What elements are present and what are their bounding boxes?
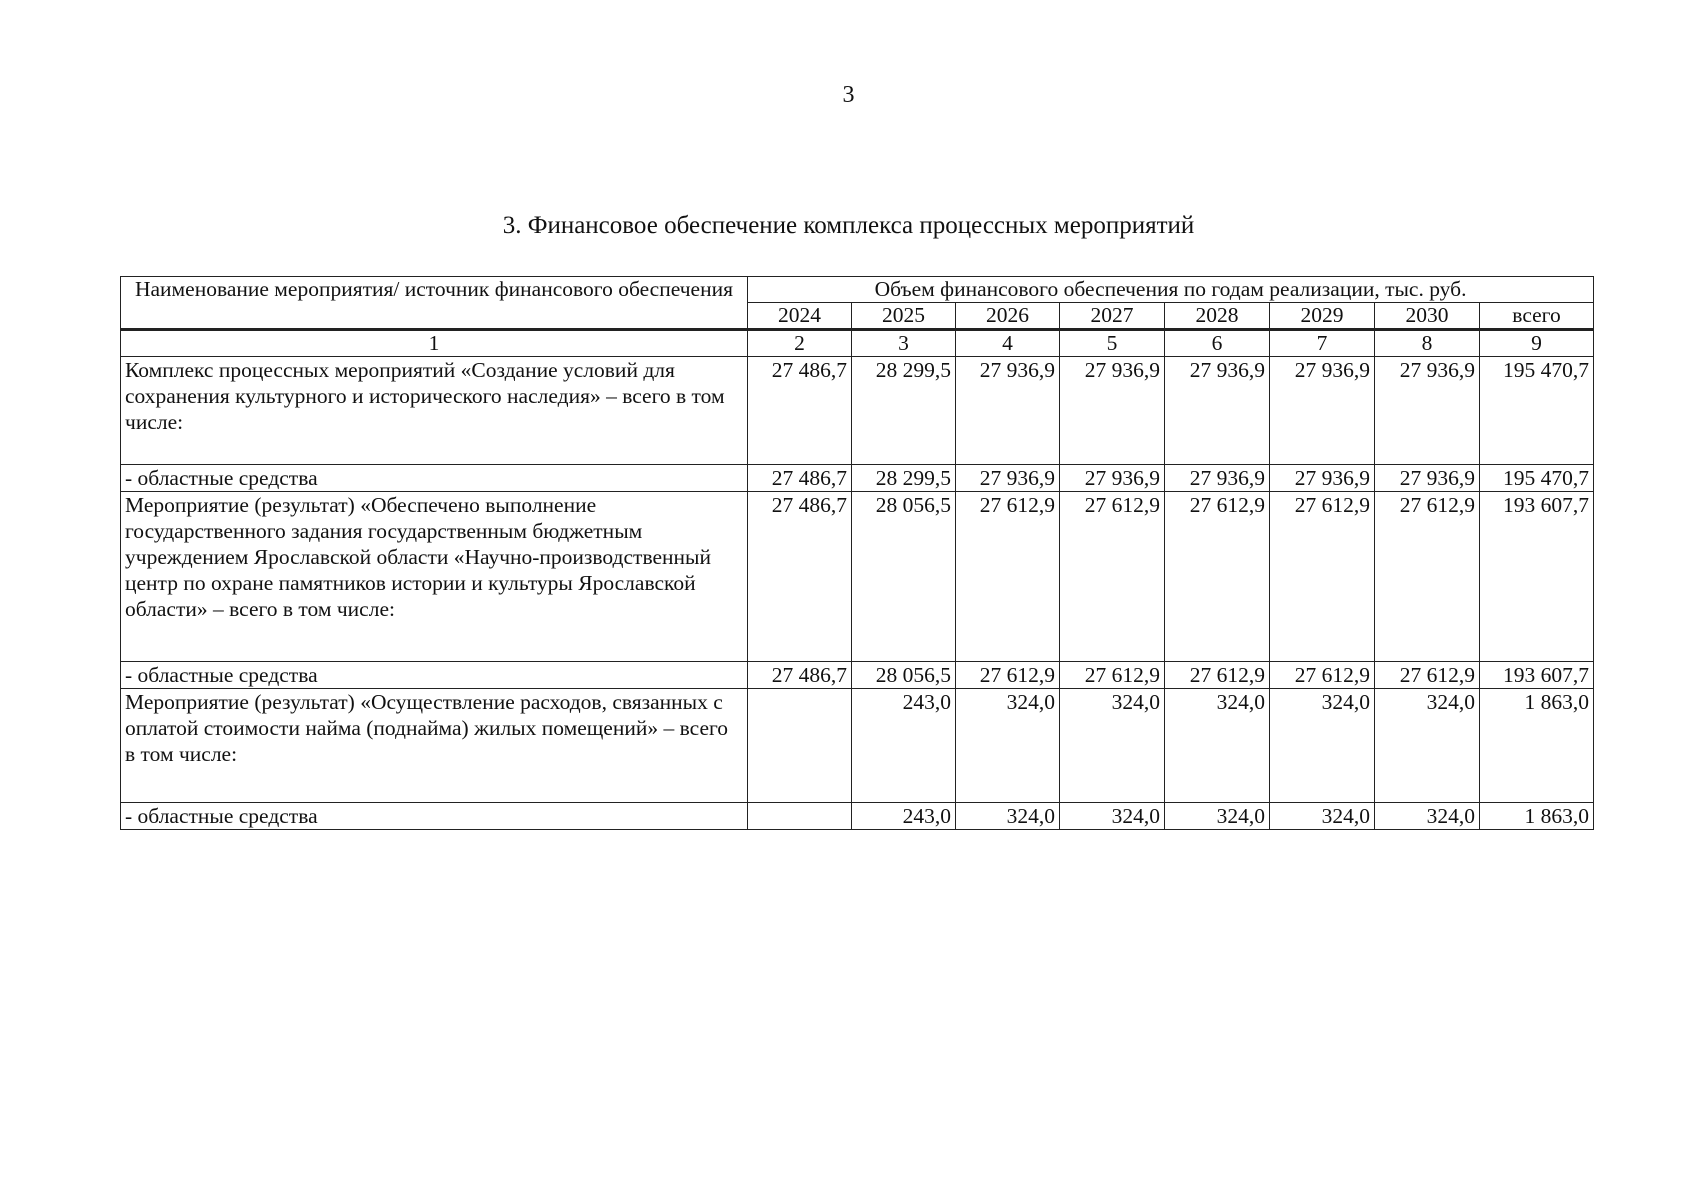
row-value: 27 612,9 xyxy=(1270,662,1375,689)
column-number: 6 xyxy=(1165,330,1270,357)
row-value: 27 612,9 xyxy=(1060,492,1165,662)
row-value: 27 486,7 xyxy=(748,662,852,689)
row-value: 28 299,5 xyxy=(852,357,956,465)
row-value: 193 607,7 xyxy=(1480,492,1594,662)
row-value: 27 936,9 xyxy=(1375,357,1480,465)
column-number: 7 xyxy=(1270,330,1375,357)
row-name: - областные средства xyxy=(121,662,748,689)
column-number: 3 xyxy=(852,330,956,357)
row-value: 27 936,9 xyxy=(1165,357,1270,465)
column-number: 4 xyxy=(956,330,1060,357)
table-row xyxy=(121,465,1594,492)
header-year: 2025 xyxy=(852,303,956,330)
row-value: 27 936,9 xyxy=(1165,465,1270,492)
header-volume: Объем финансового обеспечения по годам реализации, тыс. руб. xyxy=(748,277,1594,303)
row-value: 195 470,7 xyxy=(1480,357,1594,465)
row-name: - областные средства xyxy=(121,803,748,830)
header-total: всего xyxy=(1480,303,1594,330)
row-value: 27 612,9 xyxy=(956,492,1060,662)
row-value: 27 612,9 xyxy=(1060,662,1165,689)
row-value: 243,0 xyxy=(852,803,956,830)
row-value: 27 612,9 xyxy=(1375,662,1480,689)
column-number: 5 xyxy=(1060,330,1165,357)
header-year: 2029 xyxy=(1270,303,1375,330)
page-number: 3 xyxy=(842,82,855,108)
row-value: 28 299,5 xyxy=(852,465,956,492)
header-name: Наименование мероприятия/ источник финансового обеспечения xyxy=(121,277,748,330)
row-value: 193 607,7 xyxy=(1480,662,1594,689)
row-value: 27 486,7 xyxy=(748,357,852,465)
table-row xyxy=(121,689,1594,803)
row-value: 324,0 xyxy=(1270,689,1375,803)
row-value: 324,0 xyxy=(1375,803,1480,830)
row-value: 324,0 xyxy=(1060,689,1165,803)
header-year: 2028 xyxy=(1165,303,1270,330)
row-name: Мероприятие (результат) «Осуществление расходов, связанных с оплатой стоимости найма (поднайма) жилых помещений» – всего в том числе: xyxy=(121,689,748,803)
row-value: 27 936,9 xyxy=(956,357,1060,465)
header-year: 2027 xyxy=(1060,303,1165,330)
row-name: Мероприятие (результат) «Обеспечено выполнение государственного задания государственным бюджетным учреждением Ярославской области «Научно-производственный центр по охране памятников истории и культуры Ярославской области» – всего в том числе: xyxy=(121,492,748,662)
row-value: 27 936,9 xyxy=(1270,465,1375,492)
row-value: 27 936,9 xyxy=(956,465,1060,492)
column-number: 2 xyxy=(748,330,852,357)
table-row xyxy=(121,492,1594,662)
header-year: 2026 xyxy=(956,303,1060,330)
table-row xyxy=(121,803,1594,830)
financing-table xyxy=(120,276,1594,830)
row-value: 27 612,9 xyxy=(956,662,1060,689)
header-row-1 xyxy=(121,277,1594,303)
row-value: 1 863,0 xyxy=(1480,803,1594,830)
column-number: 8 xyxy=(1375,330,1480,357)
header-year: 2024 xyxy=(748,303,852,330)
row-name: Комплекс процессных мероприятий «Создание условий для сохранения культурного и исторического наследия» – всего в том числе: xyxy=(121,357,748,465)
row-value: 324,0 xyxy=(1270,803,1375,830)
row-value: 324,0 xyxy=(1165,803,1270,830)
row-value: 27 612,9 xyxy=(1375,492,1480,662)
column-number: 1 xyxy=(121,330,748,357)
row-value: 1 863,0 xyxy=(1480,689,1594,803)
row-value: 27 486,7 xyxy=(748,492,852,662)
row-value: 27 936,9 xyxy=(1375,465,1480,492)
row-value: 324,0 xyxy=(1375,689,1480,803)
row-value: 324,0 xyxy=(956,803,1060,830)
table-row xyxy=(121,662,1594,689)
row-value: 324,0 xyxy=(956,689,1060,803)
row-value: 27 936,9 xyxy=(1060,357,1165,465)
column-number: 9 xyxy=(1480,330,1594,357)
document-title: 3. Финансовое обеспечение комплекса процессных мероприятий xyxy=(502,212,1195,239)
row-value: 243,0 xyxy=(852,689,956,803)
row-value: 28 056,5 xyxy=(852,662,956,689)
row-value: 27 486,7 xyxy=(748,465,852,492)
row-value: 324,0 xyxy=(1165,689,1270,803)
row-name: - областные средства xyxy=(121,465,748,492)
row-value: 28 056,5 xyxy=(852,492,956,662)
row-value: 195 470,7 xyxy=(1480,465,1594,492)
row-value: 27 936,9 xyxy=(1060,465,1165,492)
row-value: 324,0 xyxy=(1060,803,1165,830)
column-number-row xyxy=(121,330,1594,357)
row-value: 27 936,9 xyxy=(1270,357,1375,465)
row-value: 27 612,9 xyxy=(1165,492,1270,662)
header-year: 2030 xyxy=(1375,303,1480,330)
row-value: 27 612,9 xyxy=(1270,492,1375,662)
row-value: 27 612,9 xyxy=(1165,662,1270,689)
row-value xyxy=(748,803,852,830)
row-value xyxy=(748,689,852,803)
table-row xyxy=(121,357,1594,465)
